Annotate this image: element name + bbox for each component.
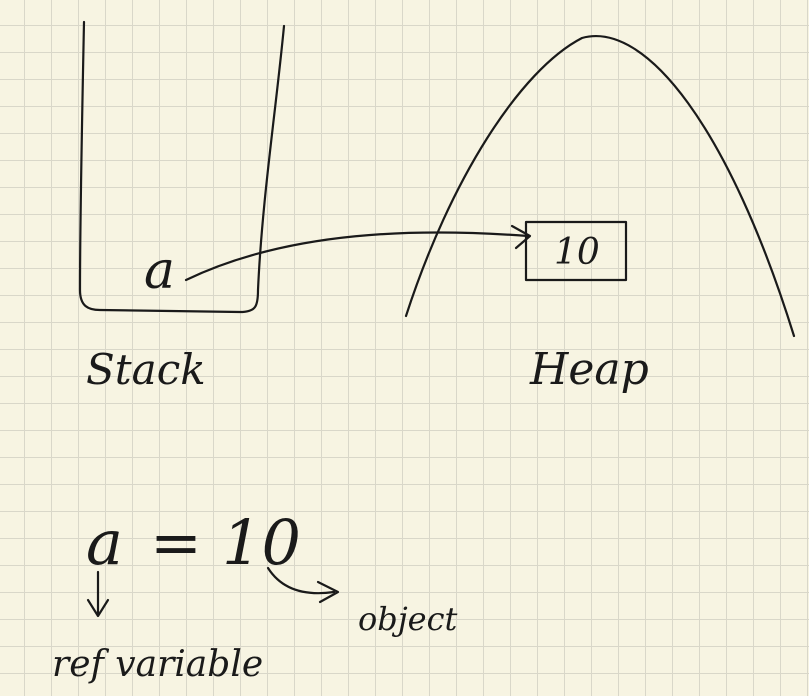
stack-variable: a — [144, 241, 176, 301]
heap-label: Heap — [530, 344, 649, 395]
object-label: object — [358, 600, 458, 638]
stack-label: Stack — [86, 345, 206, 394]
heap-arc — [406, 36, 794, 336]
reference-arrow — [186, 232, 528, 280]
reference-arrowhead — [512, 226, 530, 248]
ref-variable-label: ref variable — [52, 644, 264, 685]
stack-container — [80, 22, 284, 312]
equation-lhs: a — [86, 506, 123, 579]
heap-object-value: 10 — [554, 232, 600, 273]
equation-operator: = — [150, 506, 202, 579]
equation-rhs: 10 — [222, 506, 301, 579]
